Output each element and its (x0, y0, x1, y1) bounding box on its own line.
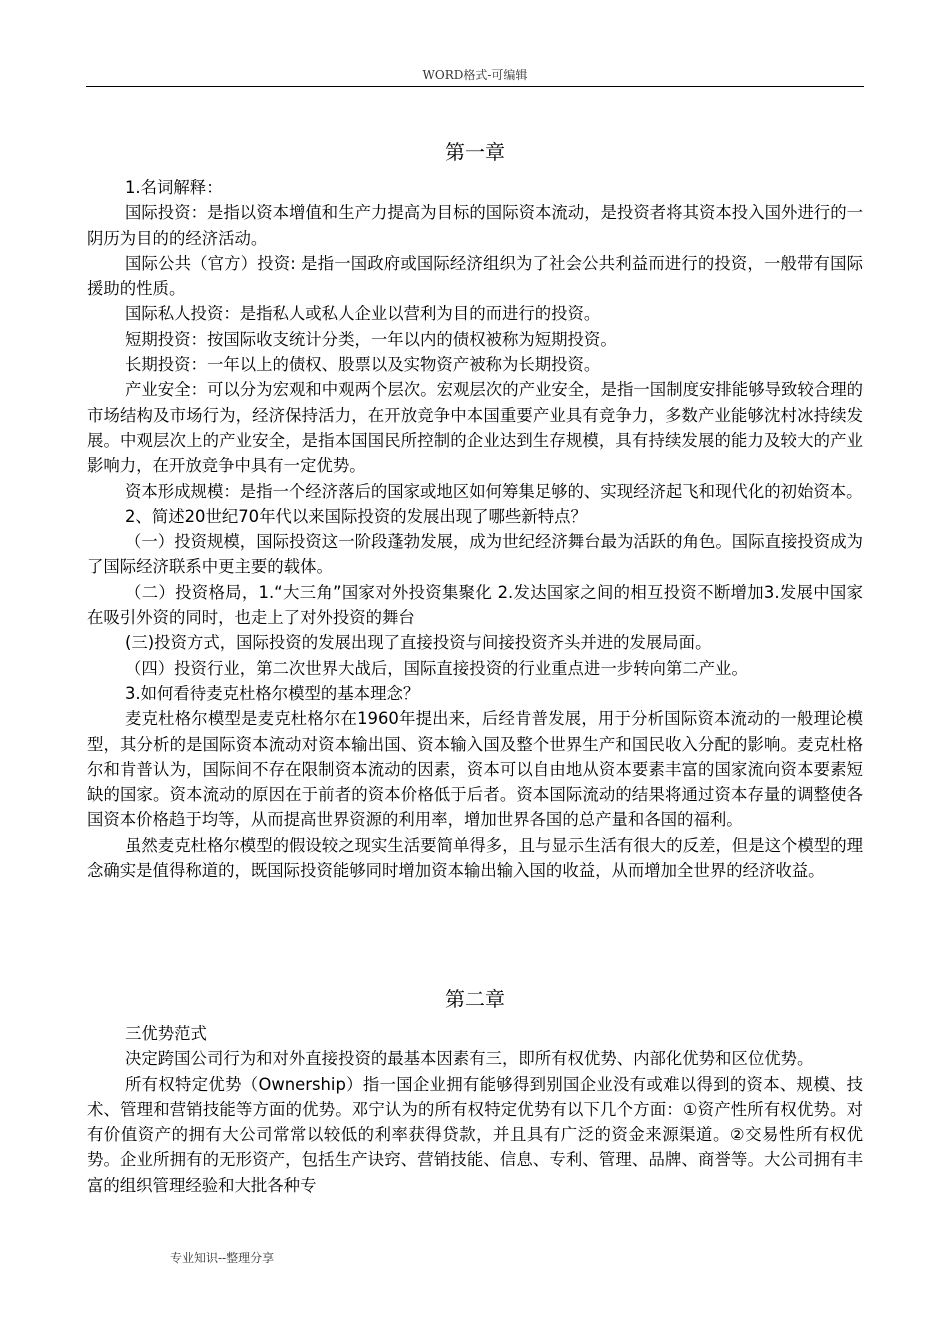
question-heading: 3.如何看待麦克杜格尔模型的基本理念？ (125, 683, 420, 703)
section-heading-terms: 1.名词解释： (125, 178, 223, 197)
paragraph: 国际投资：是指以资本增值和生产力提高为目标的国际资本流动，是投资者将其资本投入国外进行的一阴历为目的的经济活动。 (87, 203, 863, 248)
paragraph: 短期投资：按国际收支统计分类，一年以内的债权被称为短期投资。 (125, 329, 617, 349)
paragraph: 资本形成规模：是指一个经济落后的国家或地区如何筹集足够的、实现经济起飞和现代化的初始资本。 (125, 481, 863, 501)
paragraph: 麦克杜格尔模型是麦克杜格尔在1960年提出来，后经肯普发展，用于分析国际资本流动的一般理论模型，其分析的是国际资本流动对资本输出国、资本输入国及整个世界生产和国民收入分配的影响。麦克杜格尔和肯普认为，国际间不存在限制资本流动的因素，资本可以自由地从资本要素丰富的国家流向资本要素短缺的国家。资本流动的原因在于前者的资本价格低于后者。资本国际流动的结果将通过资本存量的调整使各国资本价格趋于均等，从而提高世界资源的利用率，增加世界各国的总产量和各国的福利。 (87, 709, 863, 830)
paragraph: 国际私人投资：是指私人或私人企业以营利为目的而进行的投资。 (125, 304, 601, 324)
page-header: WORD格式-可编辑 (422, 68, 528, 82)
chapter-1-title: 第一章 (445, 140, 505, 164)
chapter-1-body (87, 175, 863, 883)
paragraph: 产业安全：可以分为宏观和中观两个层次。宏观层次的产业安全，是指一国制度安排能够导致较合理的市场结构及市场行为，经济保持活力，在开放竞争中本国重要产业具有竞争力，多数产业能够沈村冰持续发展。中观层次上的产业安全，是指本国国民所控制的企业达到生存规模，具有持续发展的能力及较大的产业影响力，在开放竞争中具有一定优势。 (87, 380, 863, 476)
page-footer: 专业知识--整理分享 (170, 1251, 275, 1265)
paragraph: （四）投资行业，第二次世界大战后，国际直接投资的行业重点进一步转向第二产业。 (125, 658, 748, 678)
chapter-2-title: 第二章 (445, 987, 505, 1011)
paragraph: （一）投资规模，国际投资这一阶段蓬勃发展，成为世纪经济舞台最为活跃的角色。国际直接投资成为了国际经济联系中更主要的载体。 (87, 532, 863, 577)
header-divider (86, 86, 864, 87)
question-heading: 2、简述20世纪70年代以来国际投资的发展出现了哪些新特点？ (125, 506, 587, 526)
paragraph: 国际公共（官方）投资: 是指一国政府或国际经济组织为了社会公共利益而进行的投资，一般带有国际援助的性质。 (87, 253, 863, 299)
paragraph: 决定跨国公司行为和对外直接投资的最基本因素有三，即所有权优势、内部化优势和区位优势。 (125, 1049, 814, 1069)
chapter-2-body (87, 1021, 863, 1198)
paragraph: （二）投资格局，1.“大三角”国家对外投资集聚化 2.发达国家之间的相互投资不断增加3.发展中国家在吸引外资的同时，也走上了对外投资的舞台 (87, 582, 863, 628)
paragraph: (三)投资方式，国际投资的发展出现了直接投资与间接投资齐头并进的发展局面。 (125, 633, 712, 653)
paragraph: 所有权特定优势（Ownership）指一国企业拥有能够得到别国企业没有或难以得到的资本、规模、技术、管理和营销技能等方面的优势。邓宁认为的所有权特定优势有以下几个方面：①资产性所有权优势。对有价值资产的拥有大公司常常以较低的利率获得贷款，并且具有广泛的资金来源渠道。②交易性所有权优势。企业所拥有的无形资产，包括生产诀窍、营销技能、信息、专利、管理、品牌、商誉等。大公司拥有丰富的组织管理经验和大批各种专 (87, 1074, 863, 1195)
paragraph: 虽然麦克杜格尔模型的假设较之现实生活要简单得多，且与显示生活有很大的反差，但是这个模型的理念确实是值得称道的，既国际投资能够同时增加资本输出输入国的收益，从而增加全世界的经济收益。 (87, 835, 863, 881)
paragraph: 长期投资：一年以上的债权、股票以及实物资产被称为长期投资。 (125, 355, 601, 375)
section-heading-three-advantages: 三优势范式 (125, 1024, 207, 1043)
